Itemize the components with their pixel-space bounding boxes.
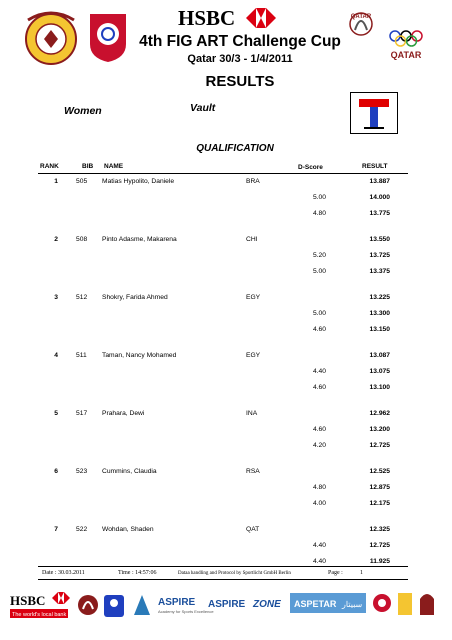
athlete-name-cell: Pinto Adasme, Makarena	[102, 236, 177, 243]
dscore-cell: 5.00	[312, 310, 326, 317]
dscore-cell: 5.00	[312, 268, 326, 275]
nation-cell: CHI	[246, 236, 258, 243]
qatar-sponsor-logo-1	[78, 595, 98, 615]
footer-divider-bottom	[38, 579, 408, 580]
nation-cell: RSA	[246, 468, 260, 475]
vault-score-cell: 13.200	[369, 426, 390, 433]
athlete-name-cell: Wohdan, Shaden	[102, 526, 154, 533]
svg-text:سبيتار: سبيتار	[342, 600, 363, 609]
svg-text:Academy for Sports Excellence: Academy for Sports Excellence	[158, 609, 214, 614]
dscore-cell: 4.60	[312, 326, 326, 333]
rank-cell: 5	[54, 410, 58, 417]
svg-text:ASPIRE: ASPIRE	[208, 599, 246, 610]
dscore-cell: 4.40	[312, 368, 326, 375]
result-cell: 12.962	[369, 410, 390, 417]
rank-cell: 1	[54, 178, 58, 185]
bib-cell: 522	[76, 526, 88, 533]
results-heading: RESULTS	[205, 73, 275, 90]
svg-text:The world's local bank: The world's local bank	[12, 612, 67, 618]
svg-text:ASPIRE: ASPIRE	[158, 597, 196, 608]
sponsor-strip	[0, 585, 452, 635]
athlete-name-cell: Prahara, Dewi	[102, 410, 145, 417]
vault-score-cell: 13.150	[369, 326, 390, 333]
vault-score-cell: 12.175	[369, 500, 390, 507]
result-cell: 13.550	[369, 236, 390, 243]
column-header-dscore: D-Score	[298, 164, 323, 171]
result-cell: 13.225	[369, 294, 390, 301]
vault-score-cell: 11.925	[369, 558, 390, 565]
footer-divider-top	[38, 566, 408, 567]
dscore-cell: 4.40	[312, 558, 326, 565]
bib-cell: 523	[76, 468, 88, 475]
rank-cell: 2	[54, 236, 58, 243]
dscore-cell: 4.00	[312, 500, 326, 507]
column-header-name: NAME	[104, 163, 124, 170]
dscore-cell: 4.40	[312, 542, 326, 549]
vault-score-cell: 13.725	[369, 252, 390, 259]
bib-cell: 508	[76, 236, 88, 243]
vault-score-cell: 13.775	[369, 210, 390, 217]
nation-cell: QAT	[246, 526, 260, 533]
column-header-bib: BIB	[82, 163, 94, 170]
aspetar-logo	[290, 593, 366, 613]
phase-heading: QUALIFICATION	[196, 143, 274, 154]
dscore-cell: 4.20	[312, 442, 326, 449]
rank-cell: 4	[54, 352, 58, 359]
svg-text:QATAR: QATAR	[390, 50, 422, 60]
vault-score-cell: 13.375	[369, 268, 390, 275]
rank-cell: 7	[54, 526, 58, 533]
aspire-zone-logo	[208, 599, 281, 610]
athlete-name-cell: Cummins, Claudia	[102, 468, 157, 475]
nation-cell: EGY	[246, 294, 261, 301]
dscore-cell: 4.80	[312, 210, 326, 217]
footer-time: Time : 14:57:06	[118, 570, 157, 576]
qatar-sponsor-logo-4	[373, 594, 391, 612]
athlete-name-cell: Shokry, Farida Ahmed	[102, 294, 168, 301]
dscore-cell: 4.60	[312, 426, 326, 433]
vault-score-cell: 13.100	[369, 384, 390, 391]
qatar-gymnastics-federation-logo	[22, 8, 80, 66]
competition-title: 4th FIG ART Challenge Cup	[139, 33, 341, 50]
bib-cell: 511	[76, 352, 87, 359]
vault-score-cell: 12.725	[369, 542, 390, 549]
aspire-logo	[158, 597, 214, 614]
footer-credit: Dataa handling and Protocol by Sportlicht GmbH Berlin	[178, 571, 291, 576]
nation-cell: INA	[246, 410, 258, 417]
nation-cell: BRA	[246, 178, 260, 185]
svg-text:ZONE: ZONE	[253, 599, 281, 610]
category-label: Women	[64, 105, 102, 117]
vault-score-cell: 13.300	[369, 310, 390, 317]
result-cell: 13.087	[369, 352, 390, 359]
athlete-name-cell: Matias Hypolito, Daniele	[102, 178, 175, 185]
bib-cell: 505	[76, 178, 88, 185]
rank-cell: 3	[54, 294, 58, 301]
vault-score-cell: 12.875	[369, 484, 390, 491]
dscore-cell: 5.00	[312, 194, 326, 201]
athlete-name-cell: Taman, Nancy Mohamed	[102, 352, 177, 359]
svg-text:ASPETAR: ASPETAR	[294, 599, 337, 609]
svg-text:QATAR: QATAR	[350, 14, 372, 20]
qatar-sponsor-logo-2	[104, 595, 124, 617]
vault-score-cell: 12.725	[369, 442, 390, 449]
header-divider	[38, 173, 408, 174]
column-header-rank: RANK	[40, 163, 59, 170]
column-header-result: RESULT	[362, 163, 388, 170]
svg-text:HSBC: HSBC	[10, 593, 46, 608]
result-cell: 12.525	[369, 468, 390, 475]
hsbc-logo	[178, 6, 280, 30]
footer-date: Date : 30.03.2011	[42, 570, 85, 576]
qatar-sponsor-logo-6	[420, 594, 434, 615]
qatar-sponsor-logo-5	[398, 593, 412, 615]
nation-cell: EGY	[246, 352, 261, 359]
dscore-cell: 4.60	[312, 384, 326, 391]
dscore-cell: 5.20	[312, 252, 326, 259]
footer-page-number: 1	[360, 570, 363, 576]
qatar-sponsor-logo-3	[134, 595, 150, 615]
result-cell: 13.887	[369, 178, 390, 185]
apparatus-label: Vault	[190, 102, 216, 114]
vault-score-cell: 13.075	[369, 368, 390, 375]
dscore-cell: 4.80	[312, 484, 326, 491]
vault-score-cell: 14.000	[369, 194, 390, 201]
result-cell: 12.325	[369, 526, 390, 533]
rank-cell: 6	[54, 468, 58, 475]
hsbc-sponsor-logo	[10, 592, 70, 618]
competition-dates: Qatar 30/3 - 1/4/2011	[187, 53, 293, 65]
bib-cell: 512	[76, 294, 88, 301]
bib-cell: 517	[76, 410, 88, 417]
footer-page-label: Page :	[328, 570, 343, 576]
vault-apparatus-icon	[350, 92, 398, 134]
hsbc-wordmark: HSBC	[178, 6, 236, 30]
